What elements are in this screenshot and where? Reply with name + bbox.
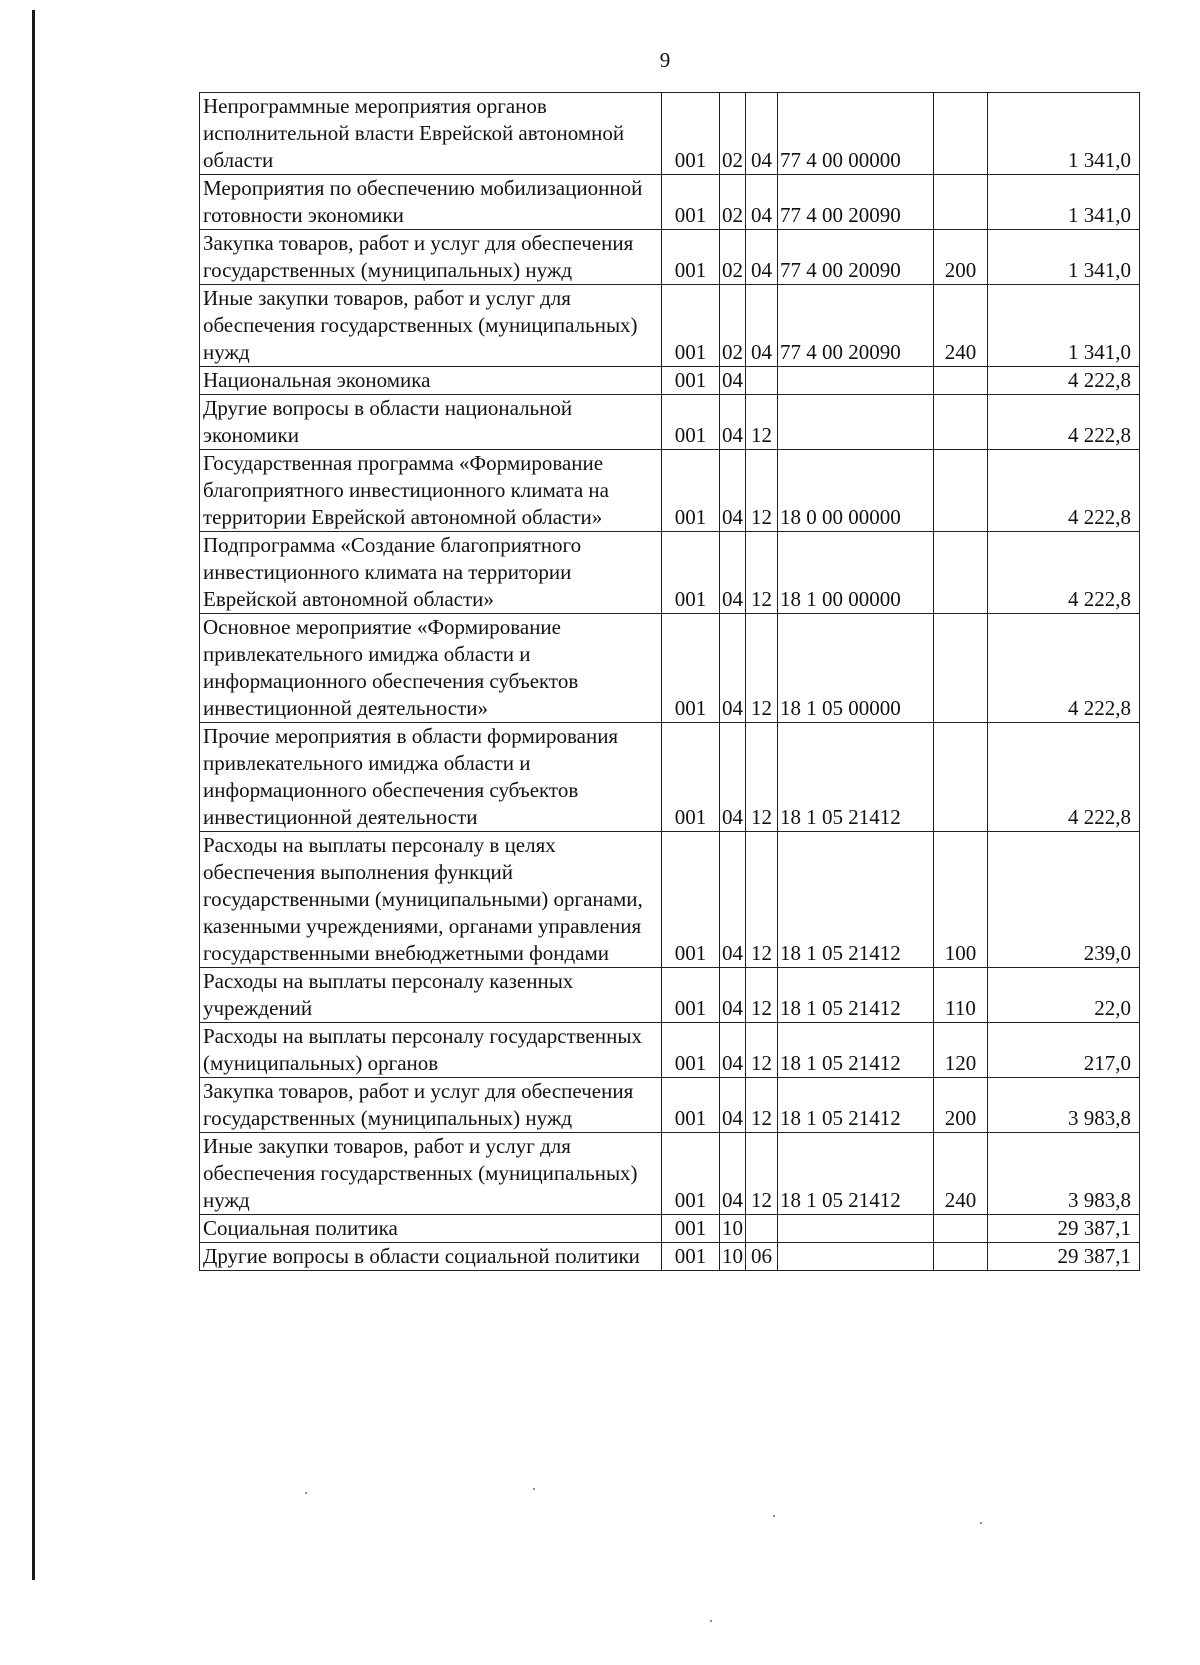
row-ved: 001 xyxy=(662,1078,720,1133)
scan-speck xyxy=(773,1515,775,1517)
row-pr: 04 xyxy=(746,285,778,367)
row-name: Основное мероприятие «Формирование привлекательного имиджа области и информационного обеспечения субъектов инвестиционной деятельности» xyxy=(200,614,662,723)
row-vr: 100 xyxy=(934,832,988,968)
row-rz: 04 xyxy=(720,832,746,968)
row-ved: 001 xyxy=(662,1215,720,1243)
table-row xyxy=(200,614,1140,723)
row-csr: 18 1 00 00000 xyxy=(778,532,934,614)
row-sum: 1 341,0 xyxy=(988,230,1140,285)
row-ved: 001 xyxy=(662,395,720,450)
row-pr: 12 xyxy=(746,968,778,1023)
page-number: 9 xyxy=(659,48,671,72)
row-sum: 4 222,8 xyxy=(988,532,1140,614)
row-name: Подпрограмма «Создание благоприятного инвестиционного климата на территории Еврейской автономной области» xyxy=(200,532,662,614)
row-rz: 02 xyxy=(720,175,746,230)
row-vr: 120 xyxy=(934,1023,988,1078)
table-row xyxy=(200,285,1140,367)
row-sum: 29 387,1 xyxy=(988,1215,1140,1243)
row-sum: 3 983,8 xyxy=(988,1078,1140,1133)
row-rz: 04 xyxy=(720,395,746,450)
row-pr: 12 xyxy=(746,832,778,968)
row-vr xyxy=(934,395,988,450)
row-vr xyxy=(934,93,988,175)
row-name: Другие вопросы в области социальной политики xyxy=(200,1243,662,1271)
row-sum: 4 222,8 xyxy=(988,614,1140,723)
row-ved: 001 xyxy=(662,614,720,723)
row-pr: 12 xyxy=(746,395,778,450)
row-csr: 18 1 05 21412 xyxy=(778,832,934,968)
row-csr: 18 0 00 00000 xyxy=(778,450,934,532)
row-sum: 239,0 xyxy=(988,832,1140,968)
row-csr xyxy=(778,1215,934,1243)
row-csr: 77 4 00 20090 xyxy=(778,285,934,367)
row-pr: 04 xyxy=(746,230,778,285)
row-rz: 04 xyxy=(720,614,746,723)
row-pr: 12 xyxy=(746,532,778,614)
row-rz: 02 xyxy=(720,285,746,367)
row-csr: 18 1 05 21412 xyxy=(778,1078,934,1133)
row-csr: 18 1 05 21412 xyxy=(778,723,934,832)
row-sum: 29 387,1 xyxy=(988,1243,1140,1271)
row-sum: 217,0 xyxy=(988,1023,1140,1078)
scan-speck xyxy=(305,1492,307,1494)
row-pr: 04 xyxy=(746,175,778,230)
row-csr: 77 4 00 20090 xyxy=(778,175,934,230)
scan-edge-line xyxy=(32,10,35,1580)
row-pr: 12 xyxy=(746,1078,778,1133)
table-row xyxy=(200,450,1140,532)
table-row xyxy=(200,1243,1140,1271)
row-rz: 04 xyxy=(720,450,746,532)
row-ved: 001 xyxy=(662,93,720,175)
row-rz: 10 xyxy=(720,1243,746,1271)
row-vr: 240 xyxy=(934,1133,988,1215)
row-csr xyxy=(778,367,934,395)
row-vr: 240 xyxy=(934,285,988,367)
table-row xyxy=(200,1215,1140,1243)
row-sum: 3 983,8 xyxy=(988,1133,1140,1215)
row-vr: 200 xyxy=(934,1078,988,1133)
row-sum: 1 341,0 xyxy=(988,285,1140,367)
row-rz: 02 xyxy=(720,93,746,175)
row-csr xyxy=(778,1243,934,1271)
row-vr xyxy=(934,723,988,832)
row-name: Расходы на выплаты персоналу в целях обеспечения выполнения функций государственными (муниципальными) органами, казенными учреждениями, органами управления государственными внебюджетными фондами xyxy=(200,832,662,968)
row-ved: 001 xyxy=(662,175,720,230)
row-vr xyxy=(934,614,988,723)
row-rz: 04 xyxy=(720,1078,746,1133)
row-rz: 10 xyxy=(720,1215,746,1243)
row-sum: 22,0 xyxy=(988,968,1140,1023)
table-row xyxy=(200,395,1140,450)
row-csr: 77 4 00 00000 xyxy=(778,93,934,175)
row-vr xyxy=(934,367,988,395)
row-pr: 12 xyxy=(746,450,778,532)
row-sum: 4 222,8 xyxy=(988,395,1140,450)
row-pr xyxy=(746,1215,778,1243)
table-row xyxy=(200,175,1140,230)
scan-speck xyxy=(980,1522,982,1524)
row-name: Закупка товаров, работ и услуг для обеспечения государственных (муниципальных) нужд xyxy=(200,230,662,285)
table-row xyxy=(200,367,1140,395)
scan-speck xyxy=(710,1620,712,1622)
table-row xyxy=(200,93,1140,175)
row-ved: 001 xyxy=(662,1133,720,1215)
row-ved: 001 xyxy=(662,723,720,832)
table-row xyxy=(200,968,1140,1023)
row-pr: 04 xyxy=(746,93,778,175)
row-name: Другие вопросы в области национальной экономики xyxy=(200,395,662,450)
row-vr: 110 xyxy=(934,968,988,1023)
row-rz: 02 xyxy=(720,230,746,285)
row-vr xyxy=(934,450,988,532)
row-name: Прочие мероприятия в области формирования привлекательного имиджа области и информационного обеспечения субъектов инвестиционной деятельности xyxy=(200,723,662,832)
row-name: Мероприятия по обеспечению мобилизационной готовности экономики xyxy=(200,175,662,230)
row-rz: 04 xyxy=(720,1133,746,1215)
row-pr: 12 xyxy=(746,1133,778,1215)
row-name: Иные закупки товаров, работ и услуг для обеспечения государственных (муниципальных) нужд xyxy=(200,285,662,367)
row-ved: 001 xyxy=(662,532,720,614)
row-csr: 77 4 00 20090 xyxy=(778,230,934,285)
row-rz: 04 xyxy=(720,1023,746,1078)
row-sum: 4 222,8 xyxy=(988,367,1140,395)
table-row xyxy=(200,532,1140,614)
row-ved: 001 xyxy=(662,1243,720,1271)
row-ved: 001 xyxy=(662,450,720,532)
row-rz: 04 xyxy=(720,367,746,395)
row-ved: 001 xyxy=(662,832,720,968)
row-rz: 04 xyxy=(720,968,746,1023)
budget-table xyxy=(199,92,1140,1271)
row-name: Расходы на выплаты персоналу государственных (муниципальных) органов xyxy=(200,1023,662,1078)
row-csr: 18 1 05 21412 xyxy=(778,1023,934,1078)
row-ved: 001 xyxy=(662,285,720,367)
row-csr: 18 1 05 21412 xyxy=(778,1133,934,1215)
row-ved: 001 xyxy=(662,230,720,285)
row-rz: 04 xyxy=(720,532,746,614)
row-pr: 12 xyxy=(746,614,778,723)
row-name: Государственная программа «Формирование благоприятного инвестиционного климата на территории Еврейской автономной области» xyxy=(200,450,662,532)
row-vr xyxy=(934,175,988,230)
row-sum: 4 222,8 xyxy=(988,450,1140,532)
table-row xyxy=(200,1078,1140,1133)
table-row xyxy=(200,723,1140,832)
row-name: Закупка товаров, работ и услуг для обеспечения государственных (муниципальных) нужд xyxy=(200,1078,662,1133)
row-pr: 12 xyxy=(746,723,778,832)
row-vr xyxy=(934,532,988,614)
row-vr xyxy=(934,1243,988,1271)
row-sum: 1 341,0 xyxy=(988,93,1140,175)
row-csr xyxy=(778,395,934,450)
row-ved: 001 xyxy=(662,1023,720,1078)
row-name: Непрограммные мероприятия органов исполнительной власти Еврейской автономной области xyxy=(200,93,662,175)
row-ved: 001 xyxy=(662,968,720,1023)
row-pr: 12 xyxy=(746,1023,778,1078)
table-row xyxy=(200,230,1140,285)
row-name: Иные закупки товаров, работ и услуг для обеспечения государственных (муниципальных) нужд xyxy=(200,1133,662,1215)
row-pr xyxy=(746,367,778,395)
table-row xyxy=(200,1023,1140,1078)
row-rz: 04 xyxy=(720,723,746,832)
scan-speck xyxy=(533,1488,535,1490)
table-row xyxy=(200,832,1140,968)
table-row xyxy=(200,1133,1140,1215)
row-vr xyxy=(934,1215,988,1243)
row-name: Расходы на выплаты персоналу казенных учреждений xyxy=(200,968,662,1023)
row-sum: 1 341,0 xyxy=(988,175,1140,230)
row-vr: 200 xyxy=(934,230,988,285)
row-pr: 06 xyxy=(746,1243,778,1271)
row-csr: 18 1 05 00000 xyxy=(778,614,934,723)
row-name: Национальная экономика xyxy=(200,367,662,395)
row-csr: 18 1 05 21412 xyxy=(778,968,934,1023)
row-sum: 4 222,8 xyxy=(988,723,1140,832)
row-ved: 001 xyxy=(662,367,720,395)
row-name: Социальная политика xyxy=(200,1215,662,1243)
